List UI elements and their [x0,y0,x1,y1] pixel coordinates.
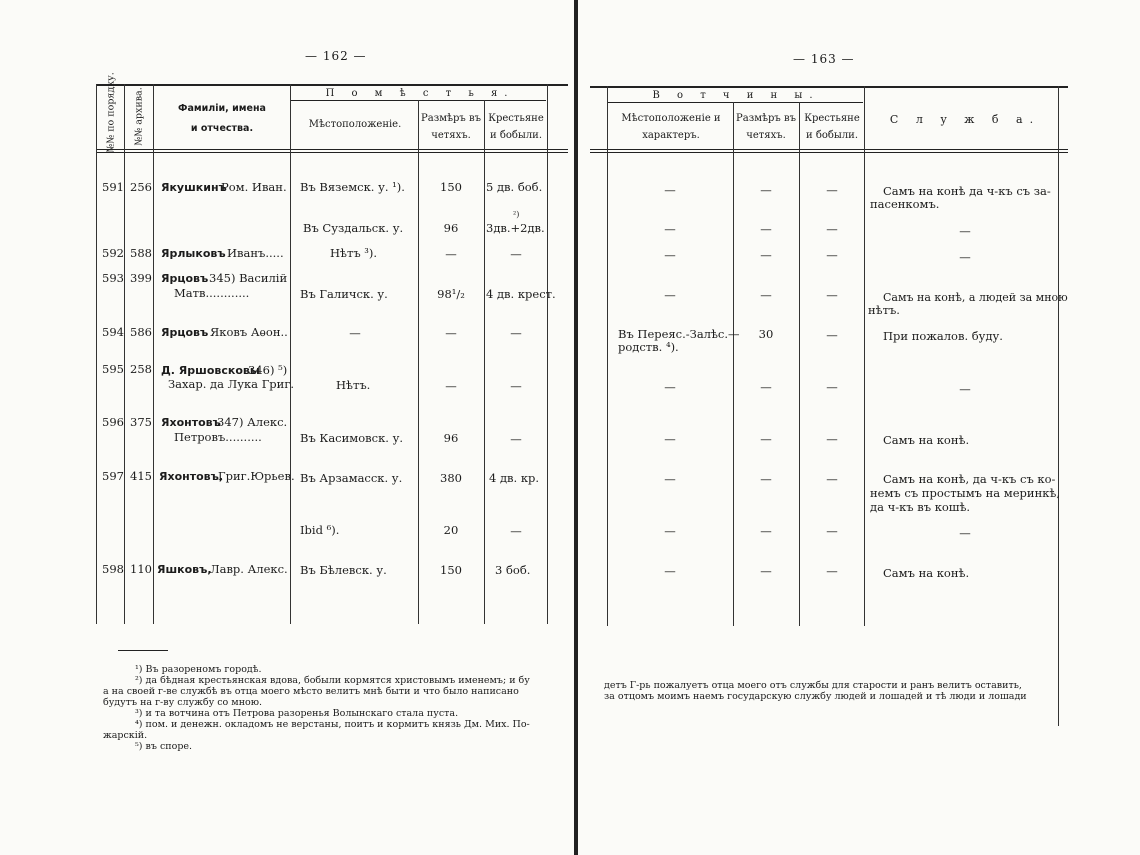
name-line-2: Петровъ.......... [174,430,262,444]
size: — [760,524,772,538]
size: — [760,248,772,262]
surname: Д. Яршовсковы [161,364,260,377]
footnote: ¹) Въ разореномъ городѣ. [135,664,262,675]
page-number-left: — 162 — [305,49,367,63]
header-pomestya: П о м ѣ с т ь я. [325,88,515,99]
header-bottom-rule [590,149,1068,150]
col-line [153,84,154,624]
book-spine [574,0,578,855]
given-name: Лавр. Алекс. [210,562,288,576]
service: нѣтъ. [868,303,900,317]
name-line-2: Захар. да Лука Григ. [168,377,295,391]
peasants: — [510,326,522,340]
col-line [733,102,734,626]
header-location: Мѣстоположеніе. [308,119,402,130]
peasants: 4 дв. крест. [486,287,556,301]
location: — [664,564,676,578]
surname: Яхонтовъ, [159,470,224,483]
location: — [664,524,676,538]
footnote: ³) и та вотчина отъ Петрова разоренья Волынскаго стала пуста. [135,708,459,719]
size: — [760,432,772,446]
col-line [799,102,800,626]
service: Самъ на конѣ, да ч-къ съ ко- [883,472,1056,486]
size: — [760,288,772,302]
row-no: 596 [102,415,124,429]
location: Въ Суздальск. у. [303,221,404,235]
service: Самъ на конѣ. [883,566,970,580]
given-name: 347) Алекс. [217,415,288,429]
archive-no: 415 [130,469,152,483]
peasants: — [826,380,838,394]
given-name: Ром. Иван. [221,180,287,194]
peasants: — [826,222,838,236]
peasants: — [510,247,522,261]
size: 150 [440,180,462,194]
given-name: 345) Василій [209,271,288,285]
archive-no: 588 [130,246,152,260]
col-line [96,84,97,624]
col-line [547,84,548,624]
peasants: — [826,432,838,446]
row-no: 597 [102,469,124,483]
header-service: С л у ж б а. [889,113,1041,126]
location: — [664,380,676,394]
header-votchiny: В о т ч и н ы. [652,90,820,101]
location: Въ Бѣлевск. у. [300,563,387,577]
surname: Яшковъ, [157,563,212,576]
row-no: 598 [102,562,124,576]
peasants: 5 дв. боб. [486,180,543,194]
col-line [864,86,865,626]
surname: Ярцовъ [161,326,209,339]
row-no: 591 [102,180,124,194]
peasants: — [826,288,838,302]
votchiny-rule [608,102,863,103]
footnote: ⁵) въ споре. [135,741,193,752]
header-size: Размѣръ въ четяхъ. [421,113,481,141]
table-top-rule [590,86,1068,88]
size: — [760,564,772,578]
location: Ibid ⁶). [300,523,340,537]
peasants: — [510,379,522,393]
location: — [664,432,676,446]
footnote: а на своей г-ве службѣ въ отца моего мѣсто велитъ мнѣ быти и что было написано [103,686,519,697]
service: немъ съ простымъ на меринкѣ, [870,486,1061,500]
footnote-rule [118,650,168,651]
archive-no: 110 [130,562,152,576]
given-name: Яковъ Аѳон.. [210,325,288,339]
service: — [959,382,971,396]
location: — [664,222,676,236]
right-page [580,0,1140,855]
location: Въ Галичск. у. [300,287,388,301]
col-line [484,100,485,624]
header-peasants: Крестьяне и бобыли. [488,113,544,141]
archive-no: 375 [130,415,152,429]
service: Самъ на конѣ, а людей за мною [883,291,1068,304]
col-line [290,84,291,624]
service: — [959,526,971,540]
header-names: Фамиліи, имена и отчества. [178,103,266,134]
peasants: — [510,432,522,446]
peasants: 4 дв. кр. [489,471,540,485]
location: Въ Касимовск. у. [300,431,403,445]
footnote-marker: ²) [513,210,520,219]
archive-no: 258 [130,362,152,376]
size: — [445,379,457,393]
size: — [760,380,772,394]
header-bottom-rule-2 [590,152,1068,153]
size: 20 [443,523,459,537]
size: — [445,247,457,261]
col-line [418,100,419,624]
surname: Ярцовъ [161,272,209,285]
archive-no: 399 [130,271,152,285]
archive-no: 256 [130,180,152,194]
table-top-rule [96,84,568,86]
footnote: ²) да бѣдная крестьянская вдова, бобыли кормятся христовымъ именемъ; и бу [135,675,530,686]
col-line [124,84,125,624]
service: Самъ на конѣ. [883,433,970,447]
location: — [664,248,676,262]
size: 150 [440,563,462,577]
given-name: 346) ⁵) [248,363,288,377]
col-line [607,86,608,626]
location: Нѣтъ. [336,378,371,392]
peasants: — [510,524,522,538]
page-number-right: — 163 — [793,52,855,66]
size: — [760,183,772,197]
location: — [664,288,676,302]
size: 30 [758,327,774,341]
service: Самъ на конѣ да ч-къ съ за- [883,184,1051,198]
footnote-continuation: детъ Г-рь пожалуетъ отца моего отъ службы для старости и ранъ велитъ оставить, [604,680,1022,691]
header-archive-no: №№ архива. [133,87,145,146]
service: — [959,224,971,238]
archive-no: 586 [130,325,152,339]
peasants: — [826,183,838,197]
peasants: — [826,328,838,342]
peasants: — [826,248,838,262]
size: 98¹/₂ [437,287,465,301]
header-peasants: Крестьяне и бобыли. [804,113,860,141]
service: При пожалов. буду. [883,329,1003,343]
location: Нѣтъ ³). [330,246,378,260]
header-location: Мѣстоположеніе и характеръ. [621,113,721,141]
row-no: 595 [102,362,124,376]
row-no: 594 [102,325,124,339]
size: — [445,326,457,340]
size: 96 [443,431,459,445]
size: 96 [443,221,459,235]
given-name: Григ.Юрьев. [218,469,295,483]
header-bottom-rule-2 [96,152,568,153]
location: Въ Переяс.-Залѣс.— родств. ⁴). [618,327,740,354]
service: да ч-къ въ кошѣ. [870,500,971,514]
location: — [664,183,676,197]
surname: Ярлыковъ [161,247,226,260]
col-line [1058,86,1059,726]
location: — [664,472,676,486]
size: — [760,222,772,236]
row-no: 592 [102,246,124,260]
surname: Якушкинъ [161,181,227,194]
location: Въ Вяземск. у. ¹). [300,180,405,194]
peasants: 3дв.+2дв. [486,221,545,235]
size: 380 [440,471,462,485]
location: Въ Арзамасск. у. [300,471,403,485]
peasants: — [826,524,838,538]
header-size: Размѣръ въ четяхъ. [736,113,796,141]
footnote: ⁴) пом. и денежн. окладомъ не верстаны, поитъ и кормитъ князь Дм. Мих. По- [135,719,530,730]
header-row-no: №№ по порядку. [105,72,117,153]
peasants: — [826,564,838,578]
footnote: жарскій. [103,730,148,741]
name-line-2: Матв............ [174,286,250,300]
peasants: — [826,472,838,486]
footnote-continuation: за отцомъ моимъ наемъ государскую службу людей и лошадей и тѣ люди и лошади [604,691,1027,702]
row-no: 593 [102,271,124,285]
surname: Яхонтовъ [161,416,221,429]
size: — [760,472,772,486]
given-name: Иванъ..... [227,246,284,260]
header-bottom-rule [96,149,568,150]
service: пасенкомъ. [870,197,940,211]
location: — [349,326,361,340]
footnote: будутъ на г-ву службу со мною. [103,697,263,708]
service: — [959,250,971,264]
peasants: 3 боб. [495,563,531,577]
